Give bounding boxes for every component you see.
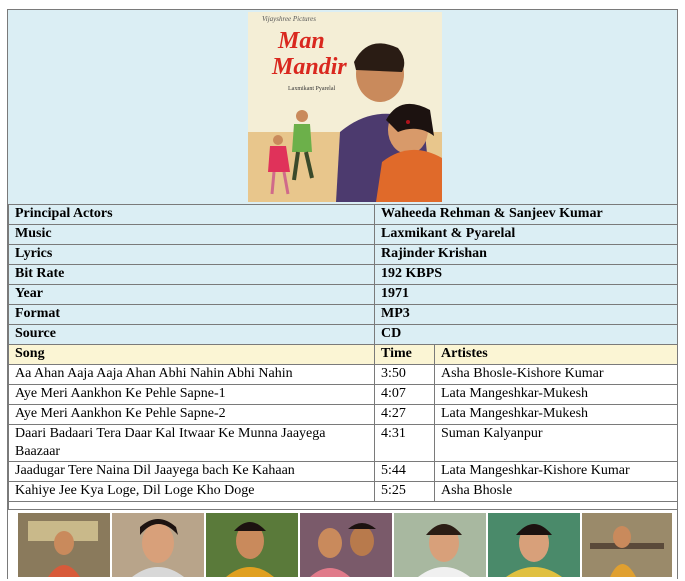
song-artistes: Lata Mangeshkar-Mukesh [435,385,678,405]
album-cover-image [248,12,442,202]
songs-section [9,345,678,522]
cover-title-line2: Mandir [272,54,347,80]
attribute-value: CD [375,325,678,345]
song-title: Aa Ahan Aaja Aaja Ahan Abhi Nahin Abhi Nahin [9,365,375,385]
song-title: Aye Meri Aankhon Ke Pehle Sapne-2 [9,405,375,425]
attribute-label: Source [9,325,375,345]
cover-label: Vijayshree Pictures [262,15,316,23]
attribute-value: 192 KBPS [375,265,678,285]
song-artistes: Lata Mangeshkar-Mukesh [435,405,678,425]
song-time: 4:31 [375,425,435,462]
attribute-label: Music [9,225,375,245]
film-stills-strip [8,509,677,579]
attributes-section [9,205,678,345]
time-column-header: Time [375,345,435,365]
poster-cell [8,10,677,205]
song-title: Kahiye Jee Kya Loge, Dil Loge Kho Doge [9,482,375,502]
attribute-row [9,265,678,285]
attribute-value: Laxmikant & Pyarelal [375,225,678,245]
songs-header-row [9,345,678,365]
song-artistes: Asha Bhosle-Kishore Kumar [435,365,678,385]
song-column-header: Song [9,345,375,365]
song-row [9,405,678,425]
attribute-row [9,225,678,245]
attribute-row [9,245,678,265]
attribute-label: Principal Actors [9,205,375,225]
cover-title-line1: Man [278,28,325,54]
song-row [9,385,678,405]
artistes-column-header: Artistes [435,345,678,365]
song-time: 5:25 [375,482,435,502]
song-title: Jaadugar Tere Naina Dil Jaayega bach Ke Kahaan [9,462,375,482]
film-still-image [488,513,580,577]
film-still-image [582,513,672,577]
song-row [9,425,678,462]
attribute-row [9,285,678,305]
attribute-value: Waheeda Rehman & Sanjeev Kumar [375,205,678,225]
attribute-label: Lyrics [9,245,375,265]
song-time: 4:27 [375,405,435,425]
song-artistes: Asha Bhosle [435,482,678,502]
film-still-image [112,513,204,577]
song-row [9,482,678,502]
film-still-image [18,513,110,577]
album-details-table [8,204,678,522]
song-time: 5:44 [375,462,435,482]
song-title: Daari Badaari Tera Daar Kal Itwaar Ke Munna Jaayega Baazaar [9,425,375,462]
attribute-row [9,325,678,345]
song-artistes: Lata Mangeshkar-Kishore Kumar [435,462,678,482]
cover-credit: Laxmikant Pyarelal [288,86,336,92]
attribute-label: Bit Rate [9,265,375,285]
song-row [9,462,678,482]
song-time: 3:50 [375,365,435,385]
attribute-label: Format [9,305,375,325]
song-time: 4:07 [375,385,435,405]
film-still-image [394,513,486,577]
attribute-label: Year [9,285,375,305]
song-title: Aye Meri Aankhon Ke Pehle Sapne-1 [9,385,375,405]
attribute-value: 1971 [375,285,678,305]
album-info-frame [7,9,678,579]
attribute-value: MP3 [375,305,678,325]
film-still-image [206,513,298,577]
song-row [9,365,678,385]
film-still-image [300,513,392,577]
song-artistes: Suman Kalyanpur [435,425,678,462]
attribute-row [9,305,678,325]
attribute-value: Rajinder Krishan [375,245,678,265]
attribute-row [9,205,678,225]
